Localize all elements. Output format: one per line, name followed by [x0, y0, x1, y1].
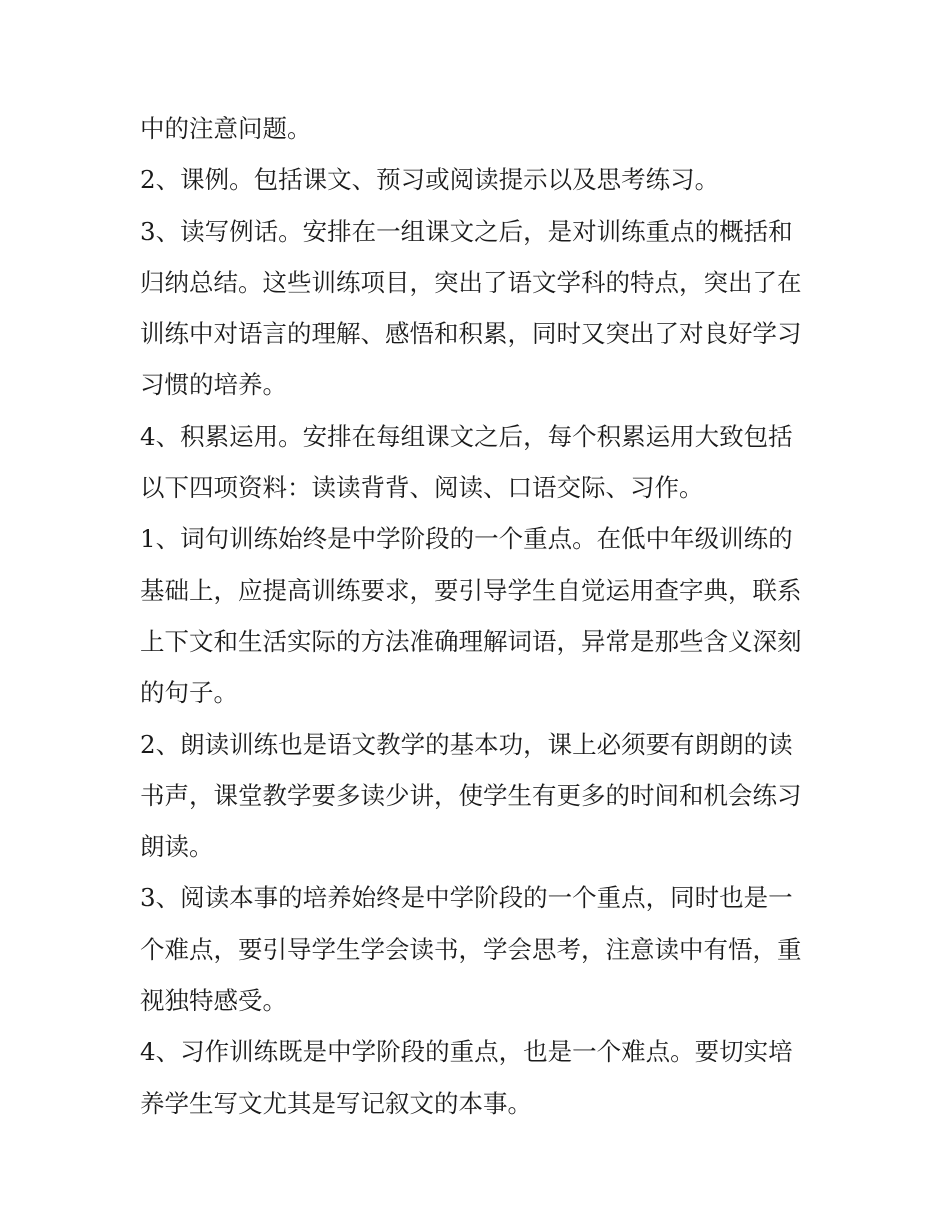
text-line: 习惯的培养。: [140, 370, 287, 400]
paragraph-writing-training: [140, 1026, 815, 1129]
text-line: 视独特感受。: [140, 986, 287, 1016]
text-line: 2、朗读训练也是语文教学的基本功，课上必须要有朗朗的读: [140, 729, 793, 759]
text-line: 养学生写文尤其是写记叙文的本事。: [140, 1088, 532, 1118]
paragraph-read-aloud-training: [140, 719, 815, 873]
text-line: 上下文和生活实际的方法准确理解词语，异常是那些含义深刻: [140, 626, 802, 656]
paragraph-word-sentence-training: [140, 513, 815, 718]
text-line: 中的注意问题。: [140, 114, 312, 143]
text-line: 3、读写例话。安排在一组课文之后，是对训练重点的概括和: [140, 216, 793, 246]
paragraph-reading-writing: [140, 206, 815, 411]
paragraph-note-continuation: [140, 103, 815, 154]
paragraph-accumulation: [140, 411, 815, 514]
text-line: 朗读。: [140, 832, 214, 862]
text-line: 3、阅读本事的培养始终是中学阶段的一个重点，同时也是一: [140, 883, 793, 913]
text-line: 4、习作训练既是中学阶段的重点，也是一个难点。要切实培: [140, 1037, 793, 1067]
text-line: 以下四项资料：读读背背、阅读、口语交际、习作。: [140, 473, 704, 503]
text-line: 基础上，应提高训练要求，要引导学生自觉运用查字典，联系: [140, 575, 802, 605]
text-line: 个难点，要引导学生学会读书，学会思考，注意读中有悟，重: [140, 934, 802, 964]
text-line: 2、课例。包括课文、预习或阅读提示以及思考练习。: [140, 165, 720, 195]
text-line: 书声，课堂教学要多读少讲，使学生有更多的时间和机会练习: [140, 780, 802, 810]
text-line: 的句子。: [140, 678, 238, 708]
text-line: 1、词句训练始终是中学阶段的一个重点。在低中年级训练的: [140, 524, 793, 554]
text-line: 训练中对语言的理解、感悟和积累，同时又突出了对良好学习: [140, 319, 802, 349]
text-line: 归纳总结。这些训练项目，突出了语文学科的特点，突出了在: [140, 267, 802, 297]
document-body: [140, 103, 815, 1129]
paragraph-reading-ability: [140, 872, 815, 1026]
text-line: 4、积累运用。安排在每组课文之后，每个积累运用大致包括: [140, 421, 793, 451]
paragraph-course-examples: [140, 154, 815, 205]
